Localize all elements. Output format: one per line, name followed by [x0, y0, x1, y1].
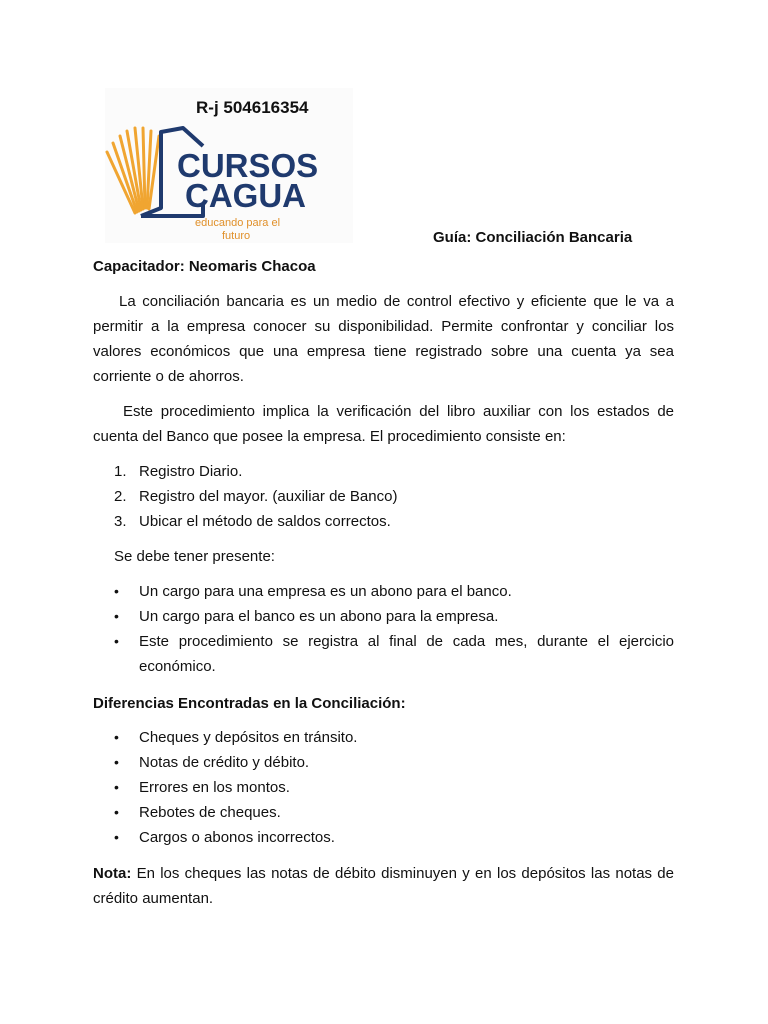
sunburst-icon	[107, 128, 159, 213]
list-item-text: Notas de crédito y débito.	[139, 754, 310, 771]
note-paragraph	[93, 861, 674, 911]
list-item-text: Un cargo para una empresa es un abono para el banco.	[139, 583, 512, 600]
list-item-text: Un cargo para el banco es un abono para la empresa.	[139, 608, 499, 625]
list-item-text: Registro del mayor. (auxiliar de Banco)	[139, 488, 398, 505]
bullet-icon: •	[114, 583, 119, 599]
list-item	[93, 579, 674, 604]
logo-brand-line2: CAGUA	[185, 177, 306, 214]
list-number: 2.	[114, 488, 127, 505]
list-item-text: Cargos o abonos incorrectos.	[139, 829, 335, 846]
list-item	[93, 629, 674, 679]
procedure-paragraph: Este procedimiento implica la verificación del libro auxiliar con los estados de cuenta del Banco que posee la empresa. El procedimiento consiste en:	[93, 403, 674, 445]
cursos-cagua-logo	[105, 88, 353, 243]
list-item-text: Este procedimiento se registra al final de cada mes, durante el ejercicio económico.	[139, 633, 674, 675]
list-item-text: Errores en los montos.	[139, 779, 290, 796]
list-item-text: Cheques y depósitos en tránsito.	[139, 729, 358, 746]
differences-list	[93, 725, 674, 850]
list-item	[93, 604, 674, 629]
list-item-text: Rebotes de cheques.	[139, 804, 281, 821]
instructor-name: Capacitador: Neomaris Chacoa	[93, 258, 316, 275]
bullet-icon: •	[114, 829, 119, 845]
bullet-icon: •	[114, 754, 119, 770]
list-item	[93, 750, 674, 775]
logo-rif: R-j 504616354	[196, 98, 309, 117]
bullet-icon: •	[114, 633, 119, 649]
differences-heading: Diferencias Encontradas en la Conciliación:	[93, 695, 406, 712]
list-item	[93, 459, 674, 484]
note-text: En los cheques las notas de débito disminuyen y en los depósitos las notas de crédito aumentan.	[93, 865, 674, 907]
logo-graphic	[105, 88, 353, 243]
list-item	[93, 725, 674, 750]
list-item	[93, 825, 674, 850]
reminder-lead: Se debe tener presente:	[114, 548, 275, 565]
bullet-icon: •	[114, 608, 119, 624]
note-label: Nota:	[93, 865, 132, 882]
list-item-text: Ubicar el método de saldos correctos.	[139, 513, 391, 530]
logo-tagline-line1: educando para el	[195, 217, 281, 229]
intro-paragraph: La conciliación bancaria es un medio de control efectivo y eficiente que le va a permitir a la empresa conocer su disponibilidad. Permite confrontar y conciliar los valores económicos que una empresa tiene registrado sobre una cuenta ya sea corriente o de ahorros.	[93, 293, 674, 385]
bullet-icon: •	[114, 779, 119, 795]
list-item	[93, 800, 674, 825]
list-number: 1.	[114, 463, 127, 480]
bullet-icon: •	[114, 804, 119, 820]
list-item	[93, 775, 674, 800]
list-item-text: Registro Diario.	[139, 463, 243, 480]
list-number: 3.	[114, 513, 127, 530]
logo-tagline-line2: futuro	[222, 230, 251, 242]
bullet-icon: •	[114, 729, 119, 745]
procedure-steps-list	[93, 459, 674, 534]
guide-title: Guía: Conciliación Bancaria	[433, 229, 633, 246]
list-item	[93, 509, 674, 534]
logo-brand-line1: CURSOS	[177, 147, 319, 184]
list-item	[93, 484, 674, 509]
reminder-list	[93, 579, 674, 679]
